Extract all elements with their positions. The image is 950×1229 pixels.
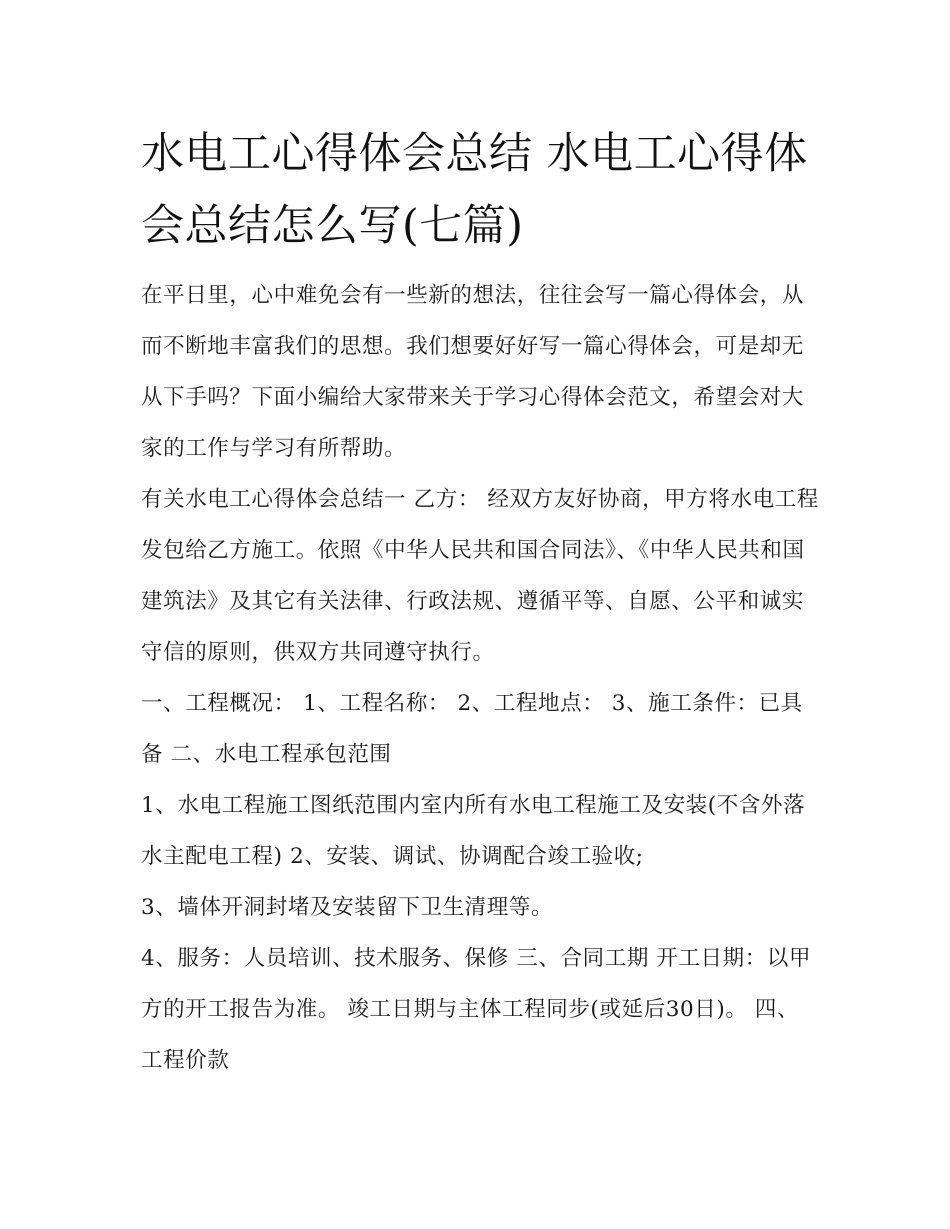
intro-paragraph: 在平日里，心中难免会有一些新的想法，往往会写一篇心得体会，从而不断地丰富我们的思想。我们想要好好写一篇心得体会，可是却无从下手吗？下面小编给大家带来关于学习心得体会范文，希望会对大家的工作与学习有所帮助。 [141, 283, 805, 461]
document-title: 水电工心得体会总结 水电工心得体会总结怎么写(七篇) [141, 129, 808, 251]
project-overview-paragraph: 一、工程概况： 1、工程名称： 2、工程地点： 3、施工条件：已具备 二、水电工程承包范围 [141, 691, 803, 767]
contract-preamble-paragraph: 有关水电工心得体会总结一 乙方： 经双方友好协商，甲方将水电工程发包给乙方施工。依照《中华人民共和国合同法》、《中华人民共和国建筑法》及其它有关法律、行政法规、遵循平等、自愿、公平和诚实守信的原则，供双方共同遵守执行。 [141, 487, 819, 665]
scope-item-3-paragraph: 3、墙体开洞封堵及安装留下卫生清理等。 [141, 895, 554, 920]
document-page [141, 118, 821, 1086]
scope-item-4-paragraph: 4、服务：人员培训、技术服务、保修 三、合同工期 开工日期：以甲方的开工报告为准。 竣工日期与主体工程同步(或延后30日)。 四、工程价款 [141, 946, 812, 1073]
scope-item-1-paragraph: 1、水电工程施工图纸范围内室内所有水电工程施工及安装(不含外落水主配电工程) 2、安装、调试、协调配合竣工验收; [141, 793, 806, 869]
